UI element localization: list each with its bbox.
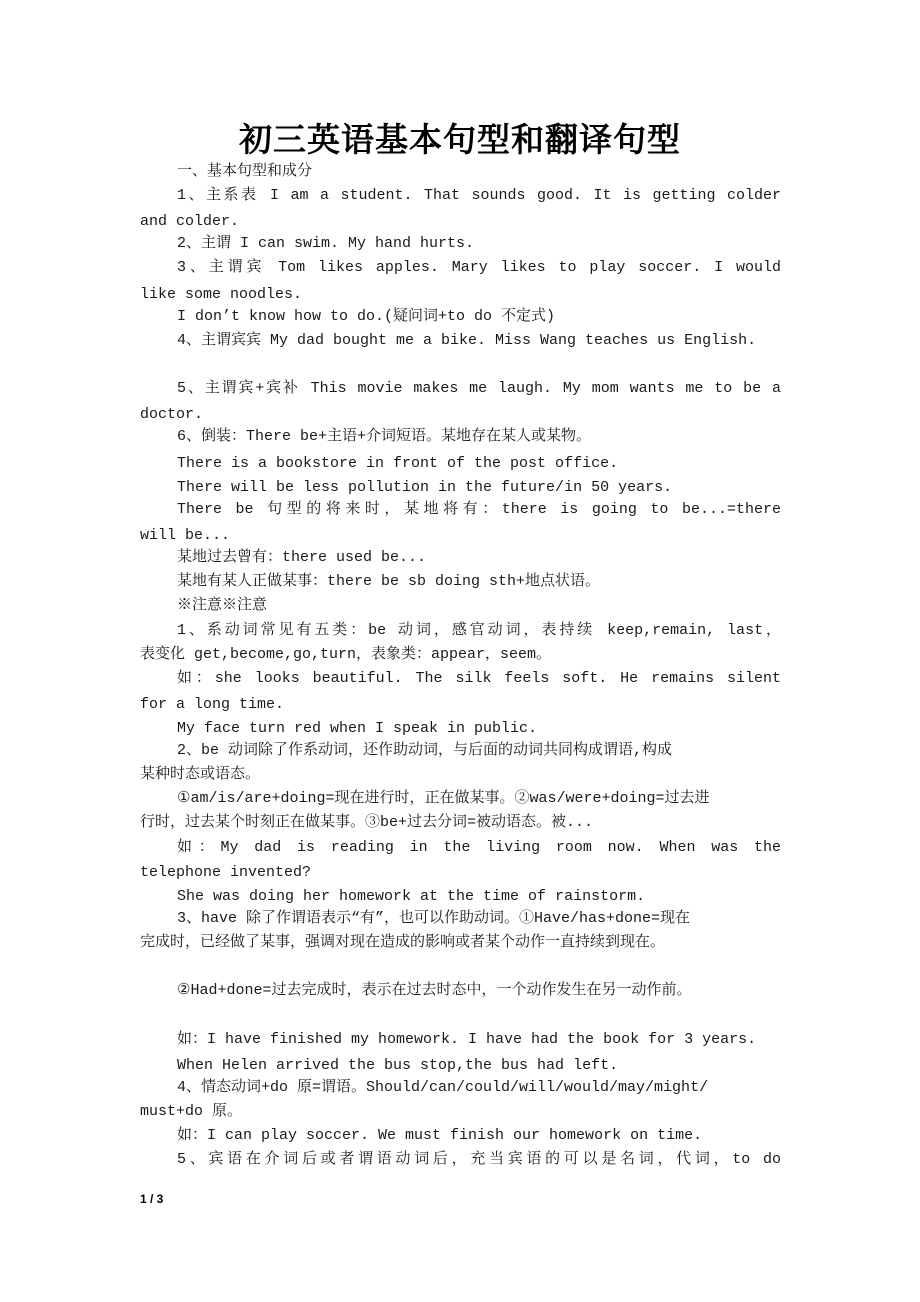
text-line: 完成时，已经做了某事，强调对现在造成的影响或者某个动作一直持续到现在。 xyxy=(140,934,666,951)
text-line: There be 句型的将来时，某地将有：there is going to be...=there xyxy=(177,501,781,518)
text-line: 6、倒装：There be+主语+介词短语。某地存在某人或某物。 xyxy=(177,428,592,445)
text-line: ②Had+done=过去完成时，表示在过去时态中，一个动作发生在另一动作前。 xyxy=(177,982,692,999)
text-line: 表变化 get,become,go,turn，表象类：appear，seem。 xyxy=(140,646,552,663)
text-line: 如：I can play soccer. We must finish our homework on time. xyxy=(177,1127,703,1144)
text-line: 一、基本句型和成分 xyxy=(177,163,313,180)
text-line: 4、情态动词+do 原=谓语。Should/can/could/will/would/may/might/ xyxy=(177,1079,709,1096)
text-line: ①am/is/are+doing=现在进行时，正在做某事。②was/were+doing=过去进 xyxy=(177,790,710,807)
text-line: There is a bookstore in front of the post office. xyxy=(177,455,619,472)
text-line: 4、主谓宾宾 My dad bought me a bike. Miss Wang teaches us English. xyxy=(177,332,757,349)
text-line: 5、主谓宾+宾补 This movie makes me laugh. My mom wants me to be a xyxy=(177,380,781,397)
text-line: When Helen arrived the bus stop,the bus had left. xyxy=(177,1057,619,1074)
text-line: must+do 原。 xyxy=(140,1103,243,1120)
text-line: There will be less pollution in the future/in 50 years. xyxy=(177,479,673,496)
text-line: 3、have 除了作谓语表示“有”，也可以作助动词。①Have/has+done=现在 xyxy=(177,910,691,927)
text-line: 5、宾语在介词后或者谓语动词后，充当宾语的可以是名词，代词，to do xyxy=(177,1151,781,1168)
text-line: She was doing her homework at the time of rainstorm. xyxy=(177,888,646,905)
text-line: will be... xyxy=(140,527,231,544)
text-line: 如：I have finished my homework. I have had the book for 3 years. xyxy=(177,1031,757,1048)
text-line: 如：My dad is reading in the living room now. When was the xyxy=(177,839,781,856)
text-line: 如：she looks beautiful. The silk feels soft. He remains silent xyxy=(177,670,781,687)
page-indicator: 1 / 3 xyxy=(140,1192,164,1206)
text-line: for a long time. xyxy=(140,696,285,713)
document-title: 初三英语基本句型和翻译句型 xyxy=(239,120,681,159)
text-line: 行时，过去某个时刻正在做某事。③be+过去分词=被动语态。被... xyxy=(140,814,594,831)
text-line: 1、系动词常见有五类：be 动词，感官动词，表持续 keep,remain, last， xyxy=(177,622,781,639)
text-line: telephone invented? xyxy=(140,864,312,881)
text-line: 某地有某人正做某事：there be sb doing sth+地点状语。 xyxy=(177,573,601,590)
text-line: like some noodles. xyxy=(140,286,303,303)
text-line: 3、主谓宾 Tom likes apples. Mary likes to play soccer. I would xyxy=(177,259,781,276)
text-line: doctor. xyxy=(140,406,204,423)
text-line: and colder. xyxy=(140,213,240,230)
text-line: 1、主系表 I am a student. That sounds good. It is getting colder xyxy=(177,187,781,204)
text-line: 某地过去曾有：there used be... xyxy=(177,549,427,566)
text-line: 2、be 动词除了作系动词，还作助动词，与后面的动词共同构成谓语,构成 xyxy=(177,742,673,759)
text-line: 某种时态或语态。 xyxy=(140,766,261,783)
text-line: My face turn red when I speak in public. xyxy=(177,720,538,737)
text-line: ※注意※注意 xyxy=(177,597,268,614)
text-line: 2、主谓 I can swim. My hand hurts. xyxy=(177,235,475,252)
text-line: I don’t know how to do.(疑问词+to do 不定式) xyxy=(177,308,556,325)
